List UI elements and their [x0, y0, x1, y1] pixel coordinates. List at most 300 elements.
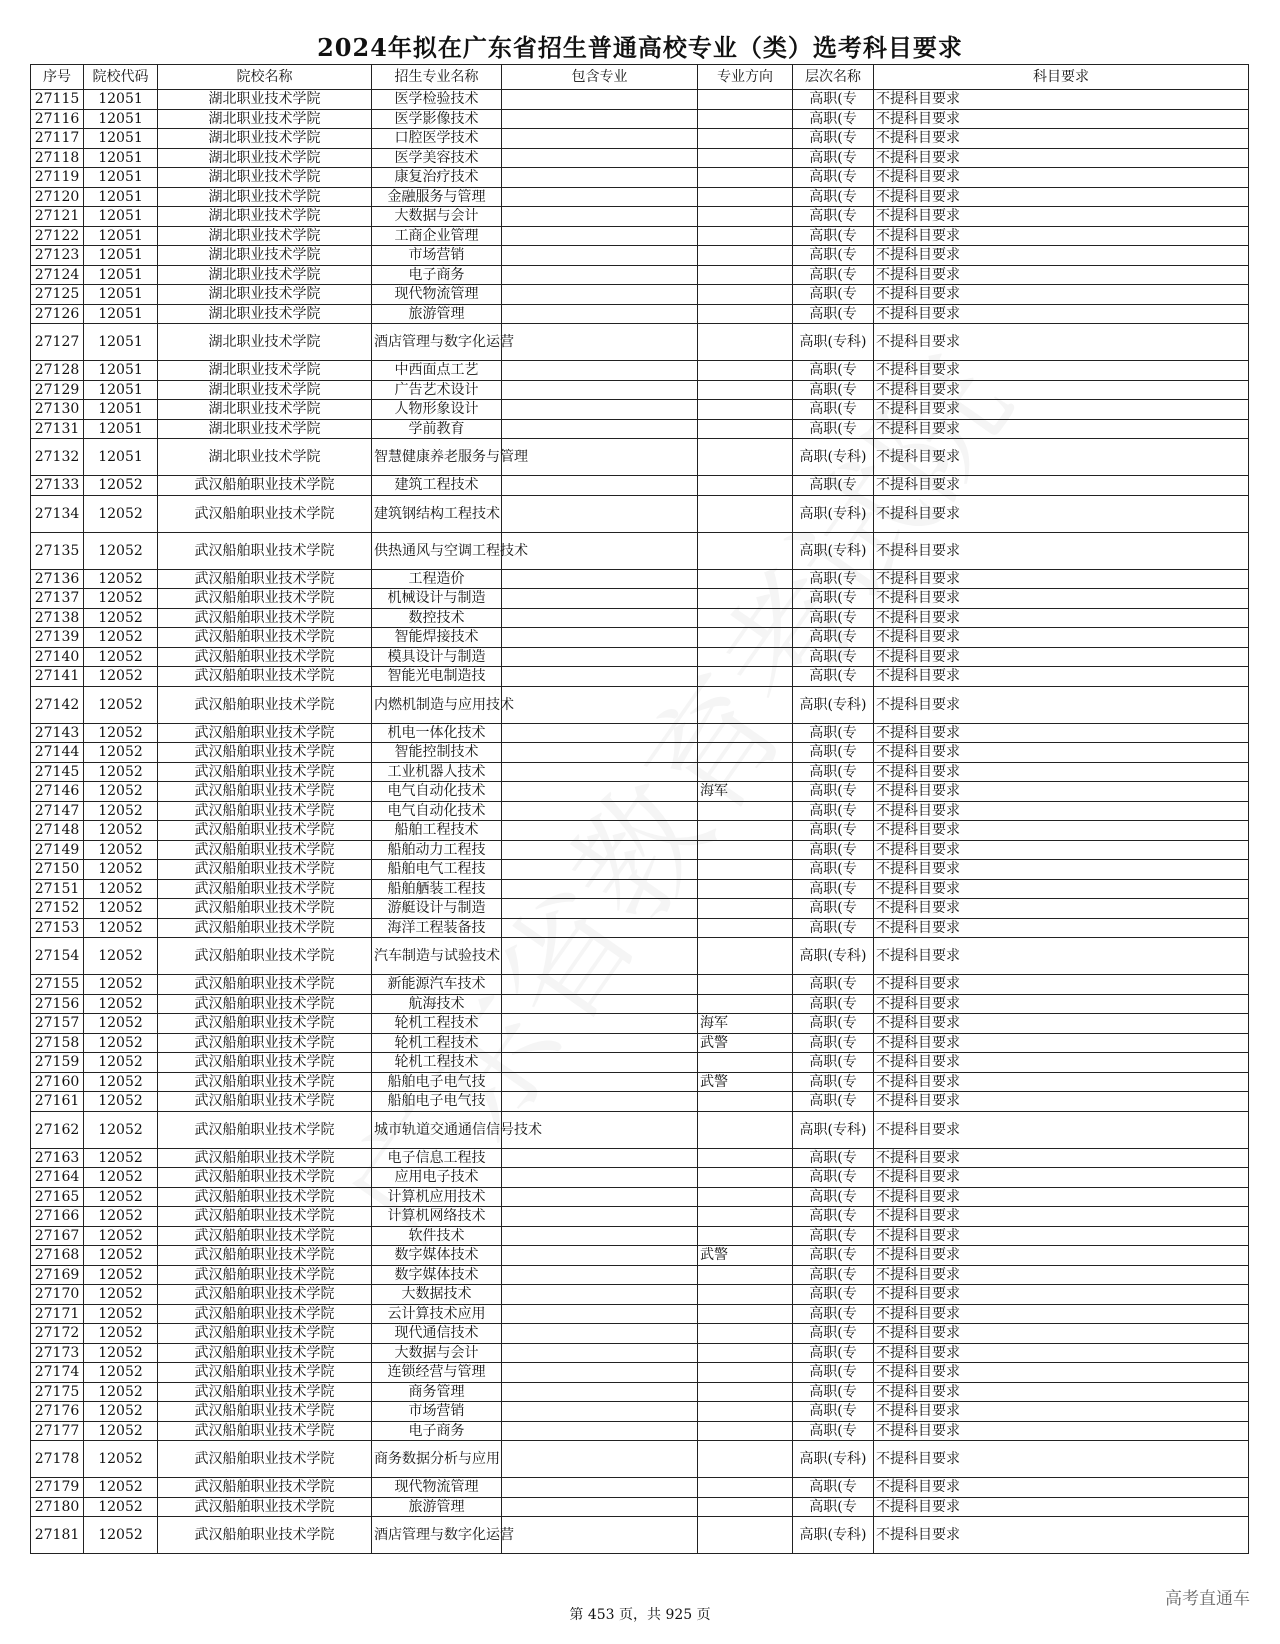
table-cell: 高职(专: [793, 628, 874, 648]
table-cell: 27164: [31, 1168, 84, 1188]
table-cell: 湖北职业技术学院: [158, 246, 372, 266]
requirements-table: [30, 64, 1249, 1554]
table-cell: 湖北职业技术学院: [158, 109, 372, 129]
table-cell: [698, 1421, 793, 1441]
table-row: [31, 879, 1249, 899]
table-cell: 武汉船舶职业技术学院: [158, 938, 372, 975]
table-cell: 湖北职业技术学院: [158, 324, 372, 361]
table-cell: 12051: [84, 380, 158, 400]
table-cell: 武汉船舶职业技术学院: [158, 1014, 372, 1034]
table-cell: 湖北职业技术学院: [158, 168, 372, 188]
table-row: [31, 723, 1249, 743]
table-cell: [502, 419, 698, 439]
table-cell: [502, 324, 698, 361]
table-cell: [502, 1207, 698, 1227]
table-cell: 不提科目要求: [874, 1226, 1249, 1246]
table-cell: 武汉船舶职业技术学院: [158, 1402, 372, 1422]
table-cell: 高职(专: [793, 975, 874, 995]
table-cell: 武汉船舶职业技术学院: [158, 1517, 372, 1554]
col-header: 序号: [31, 65, 84, 90]
table-cell: 武汉船舶职业技术学院: [158, 975, 372, 995]
col-header: 专业方向: [698, 65, 793, 90]
table-row: [31, 419, 1249, 439]
table-cell: 武汉船舶职业技术学院: [158, 1343, 372, 1363]
table-row: [31, 226, 1249, 246]
table-cell: 12052: [84, 994, 158, 1014]
table-cell: [698, 1053, 793, 1073]
table-cell: 武汉船舶职业技术学院: [158, 1072, 372, 1092]
table-cell: 12052: [84, 1324, 158, 1344]
table-cell: [502, 1402, 698, 1422]
table-cell: 高职(专科): [793, 532, 874, 569]
table-cell: [698, 226, 793, 246]
table-cell: 高职(专: [793, 1265, 874, 1285]
table-cell: [502, 1168, 698, 1188]
table-cell: 12052: [84, 569, 158, 589]
table-cell: 武汉船舶职业技术学院: [158, 1111, 372, 1148]
table-cell: 高职(专: [793, 304, 874, 324]
table-cell: 高职(专: [793, 840, 874, 860]
table-row: [31, 109, 1249, 129]
table-cell: 12052: [84, 918, 158, 938]
table-cell: 27151: [31, 879, 84, 899]
table-cell: 27166: [31, 1207, 84, 1227]
table-cell: 27181: [31, 1517, 84, 1554]
table-cell: 武汉船舶职业技术学院: [158, 1285, 372, 1305]
table-cell: 不提科目要求: [874, 938, 1249, 975]
table-cell: [698, 246, 793, 266]
table-cell: 不提科目要求: [874, 324, 1249, 361]
table-cell: 27142: [31, 686, 84, 723]
table-cell: 不提科目要求: [874, 608, 1249, 628]
table-cell: [502, 1304, 698, 1324]
table-cell: 武汉船舶职业技术学院: [158, 782, 372, 802]
table-cell: 连锁经营与管理: [372, 1363, 502, 1383]
table-cell: 武汉船舶职业技术学院: [158, 1265, 372, 1285]
table-row: [31, 860, 1249, 880]
table-cell: 高职(专: [793, 285, 874, 305]
table-cell: 不提科目要求: [874, 1246, 1249, 1266]
table-cell: 12052: [84, 1033, 158, 1053]
table-cell: 武汉船舶职业技术学院: [158, 1148, 372, 1168]
table-row: [31, 1402, 1249, 1422]
table-row: [31, 1497, 1249, 1517]
table-cell: 大数据与会计: [372, 1343, 502, 1363]
table-cell: 27136: [31, 569, 84, 589]
table-cell: 不提科目要求: [874, 686, 1249, 723]
table-cell: 12052: [84, 1226, 158, 1246]
table-cell: 武汉船舶职业技术学院: [158, 860, 372, 880]
table-cell: 市场营销: [372, 1402, 502, 1422]
table-cell: 高职(专: [793, 1285, 874, 1305]
table-cell: [502, 569, 698, 589]
table-cell: 广告艺术设计: [372, 380, 502, 400]
table-cell: 不提科目要求: [874, 1072, 1249, 1092]
table-row: [31, 1363, 1249, 1383]
table-cell: 高职(专: [793, 265, 874, 285]
table-row: [31, 439, 1249, 476]
table-cell: [502, 879, 698, 899]
table-cell: [698, 1265, 793, 1285]
table-cell: 12051: [84, 265, 158, 285]
table-header-row: [31, 65, 1249, 90]
col-header: 科目要求: [874, 65, 1249, 90]
table-cell: 不提科目要求: [874, 1497, 1249, 1517]
table-cell: 27125: [31, 285, 84, 305]
table-cell: 高职(专: [793, 1343, 874, 1363]
table-cell: 内燃机制造与应用技术: [372, 686, 502, 723]
table-cell: [698, 801, 793, 821]
table-cell: [698, 686, 793, 723]
table-cell: 不提科目要求: [874, 860, 1249, 880]
table-cell: [502, 723, 698, 743]
table-cell: 不提科目要求: [874, 285, 1249, 305]
table-cell: 不提科目要求: [874, 667, 1249, 687]
table-row: [31, 1517, 1249, 1554]
table-cell: 武汉船舶职业技术学院: [158, 1187, 372, 1207]
table-row: [31, 246, 1249, 266]
table-cell: [502, 821, 698, 841]
table-cell: 医学影像技术: [372, 109, 502, 129]
table-cell: 湖北职业技术学院: [158, 265, 372, 285]
table-cell: [502, 686, 698, 723]
table-cell: 市场营销: [372, 246, 502, 266]
table-cell: 海军: [698, 1014, 793, 1034]
table-row: [31, 1421, 1249, 1441]
table-cell: [502, 90, 698, 110]
table-cell: 高职(专: [793, 762, 874, 782]
table-cell: 高职(专: [793, 380, 874, 400]
table-cell: 不提科目要求: [874, 1265, 1249, 1285]
table-cell: 不提科目要求: [874, 723, 1249, 743]
table-row: [31, 647, 1249, 667]
table-cell: [698, 1304, 793, 1324]
table-row: [31, 187, 1249, 207]
table-cell: 机械设计与制造: [372, 589, 502, 609]
table-cell: 12052: [84, 647, 158, 667]
table-cell: 轮机工程技术: [372, 1053, 502, 1073]
table-row: [31, 1478, 1249, 1498]
table-cell: [502, 1343, 698, 1363]
table-row: [31, 840, 1249, 860]
table-cell: 武汉船舶职业技术学院: [158, 994, 372, 1014]
table-cell: [502, 938, 698, 975]
table-cell: [698, 168, 793, 188]
table-row: [31, 1014, 1249, 1034]
table-cell: 12051: [84, 148, 158, 168]
table-cell: 高职(专: [793, 1324, 874, 1344]
table-row: [31, 801, 1249, 821]
table-cell: 湖北职业技术学院: [158, 361, 372, 381]
table-cell: 12052: [84, 1092, 158, 1112]
table-cell: 软件技术: [372, 1226, 502, 1246]
table-cell: 12051: [84, 129, 158, 149]
table-cell: 武汉船舶职业技术学院: [158, 840, 372, 860]
table-cell: 不提科目要求: [874, 1111, 1249, 1148]
table-cell: 武汉船舶职业技术学院: [158, 1304, 372, 1324]
table-cell: 27160: [31, 1072, 84, 1092]
table-cell: 武汉船舶职业技术学院: [158, 495, 372, 532]
table-cell: 27144: [31, 743, 84, 763]
table-cell: 高职(专: [793, 589, 874, 609]
table-cell: [502, 918, 698, 938]
table-cell: [698, 994, 793, 1014]
table-cell: 高职(专科): [793, 938, 874, 975]
table-cell: 27132: [31, 439, 84, 476]
table-cell: [698, 1363, 793, 1383]
table-cell: 不提科目要求: [874, 168, 1249, 188]
table-cell: 武汉船舶职业技术学院: [158, 879, 372, 899]
table-cell: 高职(专科): [793, 439, 874, 476]
table-cell: 12052: [84, 1343, 158, 1363]
table-cell: 27120: [31, 187, 84, 207]
table-cell: 不提科目要求: [874, 589, 1249, 609]
table-cell: [502, 361, 698, 381]
table-row: [31, 495, 1249, 532]
table-cell: 不提科目要求: [874, 840, 1249, 860]
table-cell: [698, 938, 793, 975]
table-cell: 27145: [31, 762, 84, 782]
table-cell: 不提科目要求: [874, 304, 1249, 324]
table-cell: 12052: [84, 667, 158, 687]
table-cell: [698, 860, 793, 880]
table-cell: 不提科目要求: [874, 1168, 1249, 1188]
table-cell: 27153: [31, 918, 84, 938]
table-cell: [502, 380, 698, 400]
table-cell: 电子商务: [372, 1421, 502, 1441]
table-row: [31, 1226, 1249, 1246]
table-row: [31, 686, 1249, 723]
table-cell: 人物形象设计: [372, 400, 502, 420]
table-cell: [698, 1207, 793, 1227]
table-cell: [698, 419, 793, 439]
table-cell: 武汉船舶职业技术学院: [158, 723, 372, 743]
table-row: [31, 265, 1249, 285]
table-cell: [698, 667, 793, 687]
table-cell: 高职(专: [793, 879, 874, 899]
table-cell: 12052: [84, 628, 158, 648]
table-cell: 武汉船舶职业技术学院: [158, 667, 372, 687]
table-cell: 12051: [84, 187, 158, 207]
table-cell: 12052: [84, 1168, 158, 1188]
table-cell: 12052: [84, 1421, 158, 1441]
table-cell: 现代物流管理: [372, 1478, 502, 1498]
table-cell: 27149: [31, 840, 84, 860]
table-cell: 高职(专: [793, 1168, 874, 1188]
table-cell: [698, 569, 793, 589]
col-header: 招生专业名称: [372, 65, 502, 90]
table-cell: 12052: [84, 821, 158, 841]
table-cell: [502, 1478, 698, 1498]
table-cell: 12052: [84, 1382, 158, 1402]
table-cell: 高职(专: [793, 1053, 874, 1073]
table-cell: 口腔医学技术: [372, 129, 502, 149]
table-cell: 高职(专科): [793, 1111, 874, 1148]
table-cell: 27121: [31, 207, 84, 227]
table-cell: 27146: [31, 782, 84, 802]
table-cell: [502, 246, 698, 266]
col-header: 层次名称: [793, 65, 874, 90]
table-cell: 27172: [31, 1324, 84, 1344]
table-cell: 27167: [31, 1226, 84, 1246]
table-cell: 27115: [31, 90, 84, 110]
table-cell: 12051: [84, 109, 158, 129]
table-cell: 27170: [31, 1285, 84, 1305]
table-cell: 12052: [84, 1363, 158, 1383]
table-cell: 不提科目要求: [874, 569, 1249, 589]
page-title: 2024年拟在广东省招生普通高校专业（类）选考科目要求: [317, 33, 963, 62]
table-cell: 27165: [31, 1187, 84, 1207]
table-cell: 不提科目要求: [874, 1402, 1249, 1422]
table-cell: 12052: [84, 801, 158, 821]
table-cell: 武汉船舶职业技术学院: [158, 1421, 372, 1441]
table-cell: 大数据与会计: [372, 207, 502, 227]
table-cell: 12051: [84, 246, 158, 266]
table-cell: [502, 899, 698, 919]
table-cell: [698, 1497, 793, 1517]
table-cell: 电子信息工程技: [372, 1148, 502, 1168]
table-cell: [502, 860, 698, 880]
table-cell: 12051: [84, 285, 158, 305]
table-cell: [502, 476, 698, 496]
table-cell: 高职(专: [793, 1072, 874, 1092]
table-cell: [698, 1092, 793, 1112]
table-cell: 高职(专: [793, 608, 874, 628]
table-cell: 高职(专: [793, 226, 874, 246]
table-cell: 武汉船舶职业技术学院: [158, 1324, 372, 1344]
table-cell: [698, 1382, 793, 1402]
table-cell: 12052: [84, 1111, 158, 1148]
table-row: [31, 899, 1249, 919]
table-cell: [698, 361, 793, 381]
table-cell: [502, 1285, 698, 1305]
brand-logo-text: 高考直通车: [1165, 1589, 1250, 1609]
table-cell: 云计算技术应用: [372, 1304, 502, 1324]
table-cell: [502, 762, 698, 782]
table-cell: 不提科目要求: [874, 994, 1249, 1014]
table-cell: 医学检验技术: [372, 90, 502, 110]
table-cell: 湖北职业技术学院: [158, 129, 372, 149]
table-cell: 湖北职业技术学院: [158, 187, 372, 207]
table-cell: [502, 743, 698, 763]
table-cell: 27117: [31, 129, 84, 149]
table-cell: 不提科目要求: [874, 361, 1249, 381]
table-row: [31, 628, 1249, 648]
table-cell: [502, 1265, 698, 1285]
table-cell: 不提科目要求: [874, 1014, 1249, 1034]
table-cell: [502, 1053, 698, 1073]
table-cell: 27152: [31, 899, 84, 919]
table-cell: 数字媒体技术: [372, 1265, 502, 1285]
table-cell: 12051: [84, 304, 158, 324]
table-cell: 湖北职业技术学院: [158, 226, 372, 246]
table-cell: 湖北职业技术学院: [158, 304, 372, 324]
table-cell: 高职(专: [793, 168, 874, 188]
table-cell: 武汉船舶职业技术学院: [158, 1207, 372, 1227]
table-cell: 高职(专: [793, 148, 874, 168]
table-cell: 不提科目要求: [874, 801, 1249, 821]
table-cell: 12051: [84, 207, 158, 227]
table-cell: 27129: [31, 380, 84, 400]
table-cell: 计算机应用技术: [372, 1187, 502, 1207]
table-cell: 12052: [84, 1246, 158, 1266]
table-cell: 不提科目要求: [874, 647, 1249, 667]
table-cell: 湖北职业技术学院: [158, 400, 372, 420]
table-cell: 27158: [31, 1033, 84, 1053]
table-cell: [502, 1226, 698, 1246]
table-cell: [698, 1187, 793, 1207]
table-cell: 12052: [84, 1148, 158, 1168]
table-row: [31, 762, 1249, 782]
table-row: [31, 608, 1249, 628]
table-cell: [698, 90, 793, 110]
table-cell: [698, 918, 793, 938]
table-row: [31, 129, 1249, 149]
table-cell: 27123: [31, 246, 84, 266]
table-cell: 湖北职业技术学院: [158, 207, 372, 227]
table-cell: 不提科目要求: [874, 265, 1249, 285]
table-cell: 电气自动化技术: [372, 801, 502, 821]
table-cell: 武汉船舶职业技术学院: [158, 762, 372, 782]
table-cell: 不提科目要求: [874, 187, 1249, 207]
table-cell: 27141: [31, 667, 84, 687]
table-row: [31, 1111, 1249, 1148]
table-cell: 轮机工程技术: [372, 1033, 502, 1053]
table-row: [31, 1441, 1249, 1478]
table-cell: 12052: [84, 975, 158, 995]
table-cell: 高职(专: [793, 899, 874, 919]
table-cell: 武汉船舶职业技术学院: [158, 1441, 372, 1478]
table-cell: 新能源汽车技术: [372, 975, 502, 995]
table-cell: 湖北职业技术学院: [158, 148, 372, 168]
table-cell: [698, 608, 793, 628]
table-cell: 高职(专: [793, 569, 874, 589]
table-cell: 武汉船舶职业技术学院: [158, 1033, 372, 1053]
table-cell: [502, 1382, 698, 1402]
table-cell: 12051: [84, 168, 158, 188]
table-cell: 不提科目要求: [874, 762, 1249, 782]
table-cell: [698, 1324, 793, 1344]
table-cell: 27128: [31, 361, 84, 381]
table-cell: 不提科目要求: [874, 1478, 1249, 1498]
table-cell: 12052: [84, 495, 158, 532]
table-cell: 工业机器人技术: [372, 762, 502, 782]
table-cell: 模具设计与制造: [372, 647, 502, 667]
table-cell: 高职(专: [793, 1363, 874, 1383]
table-cell: [502, 647, 698, 667]
table-cell: 不提科目要求: [874, 821, 1249, 841]
table-cell: 智慧健康养老服务与管理: [372, 439, 502, 476]
table-cell: [502, 495, 698, 532]
table-row: [31, 589, 1249, 609]
table-cell: 高职(专: [793, 1497, 874, 1517]
table-cell: 27124: [31, 265, 84, 285]
table-cell: 不提科目要求: [874, 226, 1249, 246]
table-cell: [502, 628, 698, 648]
table-cell: 高职(专: [793, 419, 874, 439]
table-cell: 工商企业管理: [372, 226, 502, 246]
table-cell: [698, 439, 793, 476]
table-cell: 不提科目要求: [874, 1285, 1249, 1305]
table-cell: 不提科目要求: [874, 1517, 1249, 1554]
table-cell: [698, 1285, 793, 1305]
table-row: [31, 569, 1249, 589]
table-cell: 27162: [31, 1111, 84, 1148]
table-cell: 不提科目要求: [874, 1343, 1249, 1363]
table-cell: 应用电子技术: [372, 1168, 502, 1188]
table-cell: 商务管理: [372, 1382, 502, 1402]
table-cell: 不提科目要求: [874, 1033, 1249, 1053]
